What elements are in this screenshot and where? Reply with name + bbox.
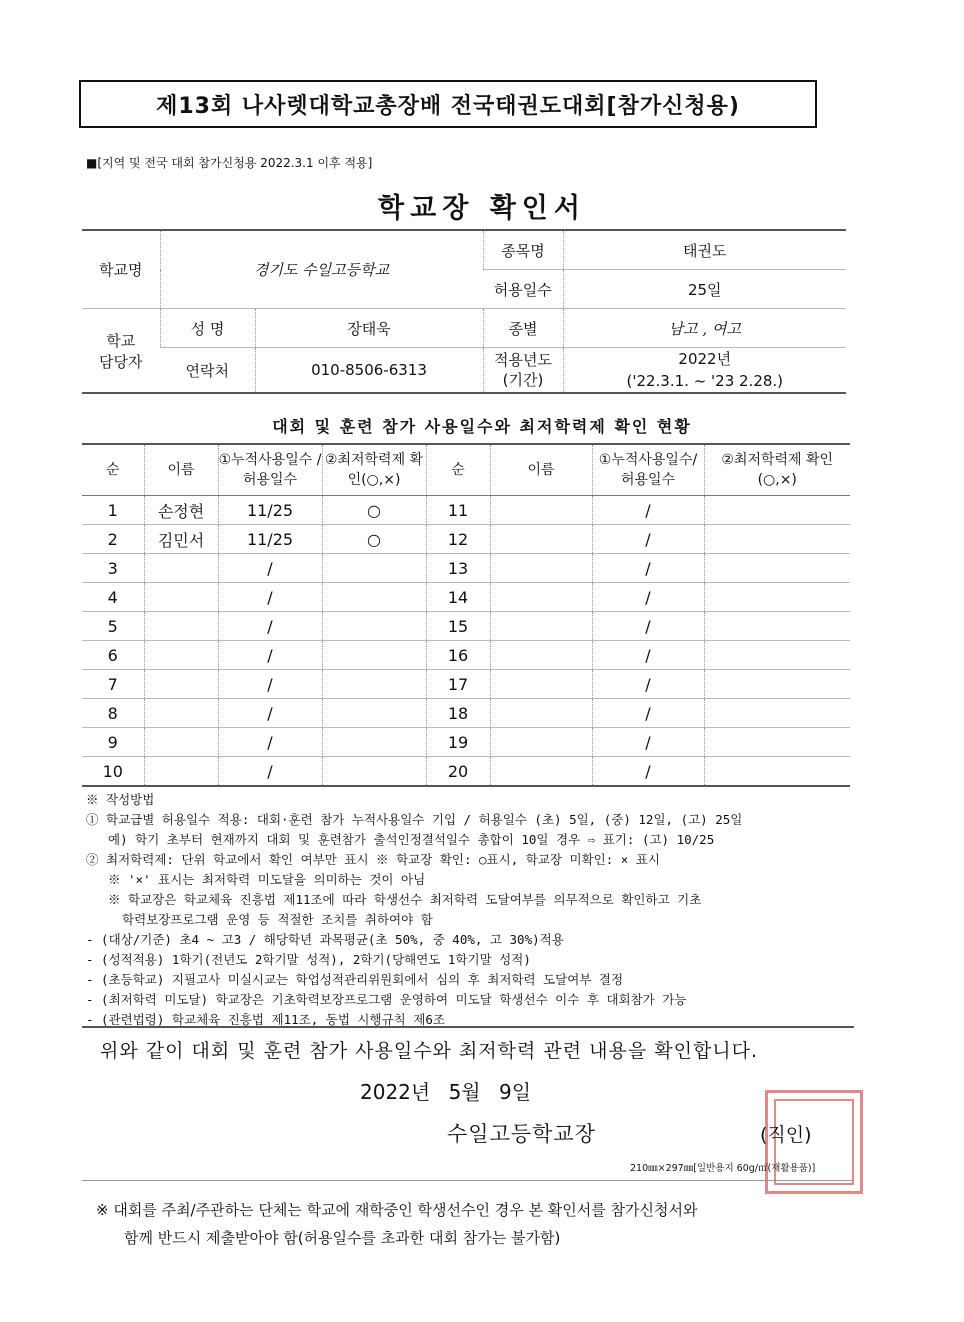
allowed-days-label: 허용일수: [483, 270, 563, 309]
method-line: ※ '×' 표시는 최저학력 미도달을 의미하는 것이 아님: [108, 872, 426, 887]
allowed-days-value: 25일: [563, 270, 846, 309]
event-title: 제13회 나사렛대학교총장배 전국태권도대회[참가신청용): [156, 93, 740, 119]
roster-cell: 김민서: [144, 525, 218, 554]
year-period: ('22.3.1. ~ '23 2.28.): [626, 372, 784, 390]
roster-cell: [322, 612, 426, 641]
roster-cell: /: [218, 583, 322, 612]
divider: [82, 1180, 854, 1181]
roster-cell: 9: [82, 728, 144, 757]
roster-cell: [490, 699, 592, 728]
method-line: - (최저학력 미도달) 학교장은 기초학력보장프로그램 운영하여 미도달 학생선수 이수 후 대회참가 가능: [86, 992, 687, 1007]
footer-line: ※ 대회를 주최/주관하는 단체는 학교에 재학중인 학생선수인 경우 본 확인서를 참가신청서와: [96, 1201, 698, 1219]
roster-row: [82, 583, 850, 612]
roster-cell: /: [592, 554, 704, 583]
year-value: 2022년: [678, 350, 732, 368]
roster-cell: [322, 641, 426, 670]
roster-header-row: [82, 444, 850, 496]
roster-header: ②최저학력제 확인(○,×): [704, 444, 850, 496]
roster-cell: 17: [426, 670, 490, 699]
roster-cell: [144, 670, 218, 699]
roster-cell: [490, 612, 592, 641]
roster-cell: [490, 554, 592, 583]
roster-cell: /: [592, 728, 704, 757]
roster-cell: [490, 641, 592, 670]
name-value: 장태욱: [255, 309, 483, 348]
method-line: - (대상/기준) 초4 ~ 고3 / 해당학년 과목평균(초 50%, 중 40%, 고 30%)적용: [86, 932, 564, 947]
roster-cell: /: [592, 496, 704, 525]
roster-row: [82, 612, 850, 641]
roster-row: [82, 496, 850, 525]
roster-cell: /: [592, 612, 704, 641]
roster-cell: [490, 757, 592, 787]
divider: [82, 1026, 854, 1028]
roster-cell: [322, 670, 426, 699]
applicability-note: ■[지역 및 전국 대회 참가신청용 2022.3.1 이후 적용]: [86, 156, 373, 170]
roster-row: [82, 554, 850, 583]
roster-cell: 손정현: [144, 496, 218, 525]
roster-header: 이름: [144, 444, 218, 496]
roster-cell: 4: [82, 583, 144, 612]
method-line: 학력보장프로그램 운영 등 적절한 조치를 취하여야 함: [122, 912, 433, 927]
roster-cell: [322, 554, 426, 583]
roster-cell: [704, 728, 850, 757]
roster-cell: 12: [426, 525, 490, 554]
roster-cell: [704, 757, 850, 787]
roster-header: ②최저학력제 확인(○,×): [322, 444, 426, 496]
confirm-statement: 위와 같이 대회 및 훈련 참가 사용일수와 최저학력 관련 내용을 확인합니다.: [100, 1040, 759, 1062]
roster-cell: /: [218, 641, 322, 670]
roster-cell: 14: [426, 583, 490, 612]
name-label: 성 명: [160, 309, 255, 348]
roster-cell: 11/25: [218, 496, 322, 525]
roster-cell: 1: [82, 496, 144, 525]
method-line: - (초등학교) 지필고사 미실시교는 학업성적관리위원회에서 심의 후 최저학력 도달여부 결정: [86, 972, 624, 987]
year-label: 적용년도 (기간): [483, 348, 563, 394]
footer-note: [96, 1196, 697, 1252]
roster-cell: [704, 554, 850, 583]
roster-cell: [704, 670, 850, 699]
roster-cell: [144, 612, 218, 641]
roster-body: [82, 496, 850, 787]
roster-cell: 15: [426, 612, 490, 641]
roster-cell: [704, 641, 850, 670]
roster-cell: [144, 699, 218, 728]
roster-cell: 7: [82, 670, 144, 699]
roster-table: [82, 443, 850, 787]
roster-cell: [704, 525, 850, 554]
roster-cell: [144, 757, 218, 787]
manager-label: 학교 담당자: [82, 309, 160, 394]
roster-cell: /: [218, 612, 322, 641]
roster-cell: 6: [82, 641, 144, 670]
roster-cell: /: [592, 525, 704, 554]
roster-cell: [490, 728, 592, 757]
roster-header: ①누적사용일수/ 허용일수: [592, 444, 704, 496]
sport-label: 종목명: [483, 230, 563, 270]
roster-cell: 18: [426, 699, 490, 728]
roster-header: 이름: [490, 444, 592, 496]
method-line: - (관련법령) 학교체육 진흥법 제11조, 동법 시행규칙 제6조: [86, 1012, 445, 1027]
roster-row: [82, 757, 850, 787]
method-line: ② 최저학력제: 단위 학교에서 확인 여부만 표시 ※ 학교장 확인: ○표시, 학교장 미확인: × 표시: [86, 852, 660, 867]
roster-row: [82, 670, 850, 699]
roster-cell: [322, 699, 426, 728]
roster-cell: 19: [426, 728, 490, 757]
roster-cell: /: [218, 699, 322, 728]
roster-header: ①누적사용일수 /허용일수: [218, 444, 322, 496]
roster-cell: [144, 583, 218, 612]
roster-cell: [704, 583, 850, 612]
roster-cell: /: [592, 757, 704, 787]
method-line: ① 학교급별 허용일수 적용: 대회·훈련 참가 누적사용일수 기입 / 허용일수 (초) 5일, (중) 12일, (고) 25일: [86, 812, 743, 827]
roster-cell: /: [218, 554, 322, 583]
contact-label: 연락처: [160, 348, 255, 394]
school-value: 경기도 수일고등학교: [160, 230, 483, 309]
roster-cell: 2: [82, 525, 144, 554]
roster-cell: /: [218, 757, 322, 787]
roster-cell: [704, 612, 850, 641]
roster-cell: 5: [82, 612, 144, 641]
roster-row: [82, 728, 850, 757]
issue-date: 2022년 5월 9일: [360, 1080, 532, 1104]
category-value: 남고 , 여고: [563, 309, 846, 348]
roster-cell: 11: [426, 496, 490, 525]
roster-cell: [490, 670, 592, 699]
event-title-box: [79, 80, 817, 128]
roster-cell: /: [218, 728, 322, 757]
seal-label: (직인): [760, 1124, 812, 1146]
writing-method: [86, 790, 856, 1030]
roster-row: [82, 525, 850, 554]
roster-cell: [490, 525, 592, 554]
signer-title: 수일고등학교장: [447, 1122, 597, 1146]
roster-cell: /: [592, 699, 704, 728]
roster-cell: /: [592, 670, 704, 699]
school-info-table: [82, 229, 846, 394]
sport-value: 태권도: [563, 230, 846, 270]
method-line: 예) 학기 초부터 현재까지 대회 및 훈련참가 출석인정결석일수 총합이 10일 경우 ⇨ 표기: (고) 10/25: [108, 832, 715, 847]
roster-cell: [490, 496, 592, 525]
document-title: 학교장 확인서: [378, 193, 586, 224]
roster-cell: [704, 699, 850, 728]
roster-cell: /: [218, 670, 322, 699]
roster-cell: [144, 728, 218, 757]
roster-cell: ○: [322, 496, 426, 525]
roster-cell: 13: [426, 554, 490, 583]
roster-cell: [322, 728, 426, 757]
contact-value: 010-8506-6313: [255, 348, 483, 394]
roster-cell: 3: [82, 554, 144, 583]
roster-cell: 16: [426, 641, 490, 670]
year-cell: [563, 348, 846, 394]
method-line: - (성적적용) 1학기(전년도 2학기말 성적), 2학기(당해연도 1학기말 성적): [86, 952, 531, 967]
roster-cell: [322, 583, 426, 612]
roster-header: 순: [426, 444, 490, 496]
category-label: 종별: [483, 309, 563, 348]
roster-cell: /: [592, 583, 704, 612]
roster-cell: 11/25: [218, 525, 322, 554]
roster-cell: ○: [322, 525, 426, 554]
roster-cell: 8: [82, 699, 144, 728]
roster-section-title: 대회 및 훈련 참가 사용일수와 최저학력제 확인 현황: [272, 417, 692, 436]
roster-cell: [704, 496, 850, 525]
roster-cell: [322, 757, 426, 787]
roster-cell: [144, 554, 218, 583]
method-line: ※ 학교장은 학교체육 진흥법 제11조에 따라 학생선수 최저학력 도달여부를 의무적으로 확인하고 기초: [108, 892, 702, 907]
footer-line: 함께 반드시 제출받아야 함(허용일수를 초과한 대회 참가는 불가함): [124, 1229, 561, 1247]
roster-cell: 10: [82, 757, 144, 787]
roster-cell: 20: [426, 757, 490, 787]
school-label: 학교명: [82, 230, 160, 309]
roster-cell: [490, 583, 592, 612]
method-heading: ※ 작성방법: [86, 792, 155, 807]
roster-row: [82, 699, 850, 728]
roster-row: [82, 641, 850, 670]
roster-cell: /: [592, 641, 704, 670]
paper-spec-note: 210㎜×297㎜[일반용지 60g/㎡(재활용품)]: [630, 1163, 816, 1174]
roster-cell: [144, 641, 218, 670]
roster-header: 순: [82, 444, 144, 496]
